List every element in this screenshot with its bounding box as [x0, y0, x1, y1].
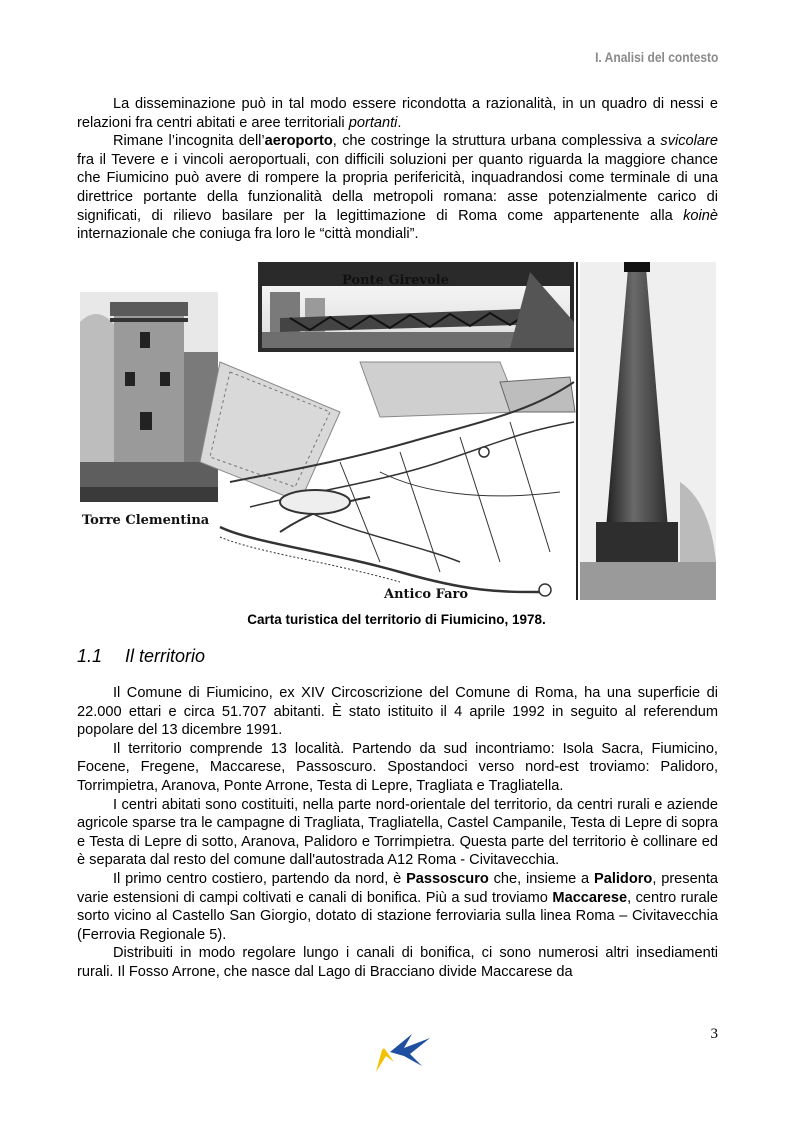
map-illustration [200, 362, 575, 596]
body-paragraph-2: Il territorio comprende 13 località. Partendo da sud incontriamo: Isola Sacra, Fiumicino, Focene, Fregene, Maccarese, Passoscuro. Spostandoci verso nord-est troviamo: Palidoro, Torrimpietra, Aranova, Ponte Arrone, Testa di Lepre, Tragliata e Tragliatella. [77, 740, 718, 794]
body-paragraph-1: Il Comune di Fiumicino, ex XIV Circoscrizione del Comune di Roma, ha una superficie di 22.000 ettari e circa 51.707 abitanti. È stato istituito il 4 aprile 1992 in seguito al referendum popolare del 13 dicembre 1991. [77, 685, 718, 739]
label-antico-faro: Antico Faro [384, 587, 469, 600]
running-header: I. Analisi del contesto [594, 49, 718, 65]
label-torre-clementina: Torre Clementina [82, 513, 210, 528]
tourist-map-figure [80, 262, 716, 600]
body-paragraph-5: Distribuiti in modo regolare lungo i canali di bonifica, ci sono numerosi altri insediamenti rurali. Il Fosso Arrone, che nasce dal Lago di Bracciano divide Maccarese da [77, 945, 718, 980]
torre-clementina-photo [80, 292, 218, 502]
page-number: 3 [710, 1026, 718, 1042]
intro-paragraph-2: Rimane l’incognita dell’aeroporto, che costringe la struttura urbana complessiva a svicolare fra il Tevere e i vincoli aeroportuali, con difficili soluzioni per quanto riguarda la maggiore chance che Fiumicino può avere di rompere la propria perifericità, inquadrandosi come terminale di una direttrice portante della funzionalità della metropoli romana: asse potenzialmente carico di significati, di rilievo basilare per la legittimazione di Roma come appartenente alla koinè internazionale che coniuga fra loro le “città mondiali”. [77, 133, 718, 243]
swallows-logo-icon [360, 1026, 440, 1076]
body-paragraph-3: I centri abitati sono costituiti, nella parte nord-orientale del territorio, da centri rurali e aziende agricole sparse tra le campagne di Tragliata, Tragliatella, Castel Campanile, Testa di Lepre di sopra e Testa di Lepre di sotto, Aranova, Palidoro e Torrimpietra. Questa parte del territorio è collinare ed è separata dal resto del comune dall'autostrada A12 Roma - Civitavecchia. [77, 796, 718, 869]
section-number: 1.1 [77, 646, 103, 666]
label-ponte-girevole: Ponte Girevole [342, 273, 449, 288]
body-paragraph-4: Il primo centro costiero, partendo da nord, è Passoscuro che, insieme a Palidoro, presenta varie estensioni di campi coltivati e canali di bonifica. Più a sud troviamo Maccarese, centro rurale sorto vicino al Castello San Giorgio, dotato di stazione ferroviaria sulla linea Roma – Civitavecchia (Ferrovia Regionale 5). [77, 870, 718, 943]
intro-paragraph-1: La disseminazione può in tal modo essere ricondotta a razionalità, in un quadro di nessi e relazioni fra centri abitati e aree territoriali portanti. [77, 96, 718, 131]
section-heading [77, 646, 205, 667]
section-body-text [77, 684, 718, 982]
section-title-text: Il territorio [125, 646, 206, 666]
antico-faro-photo [577, 262, 716, 600]
intro-text [77, 95, 718, 244]
figure-caption: Carta turistica del territorio di Fiumicino, 1978. [247, 612, 546, 627]
